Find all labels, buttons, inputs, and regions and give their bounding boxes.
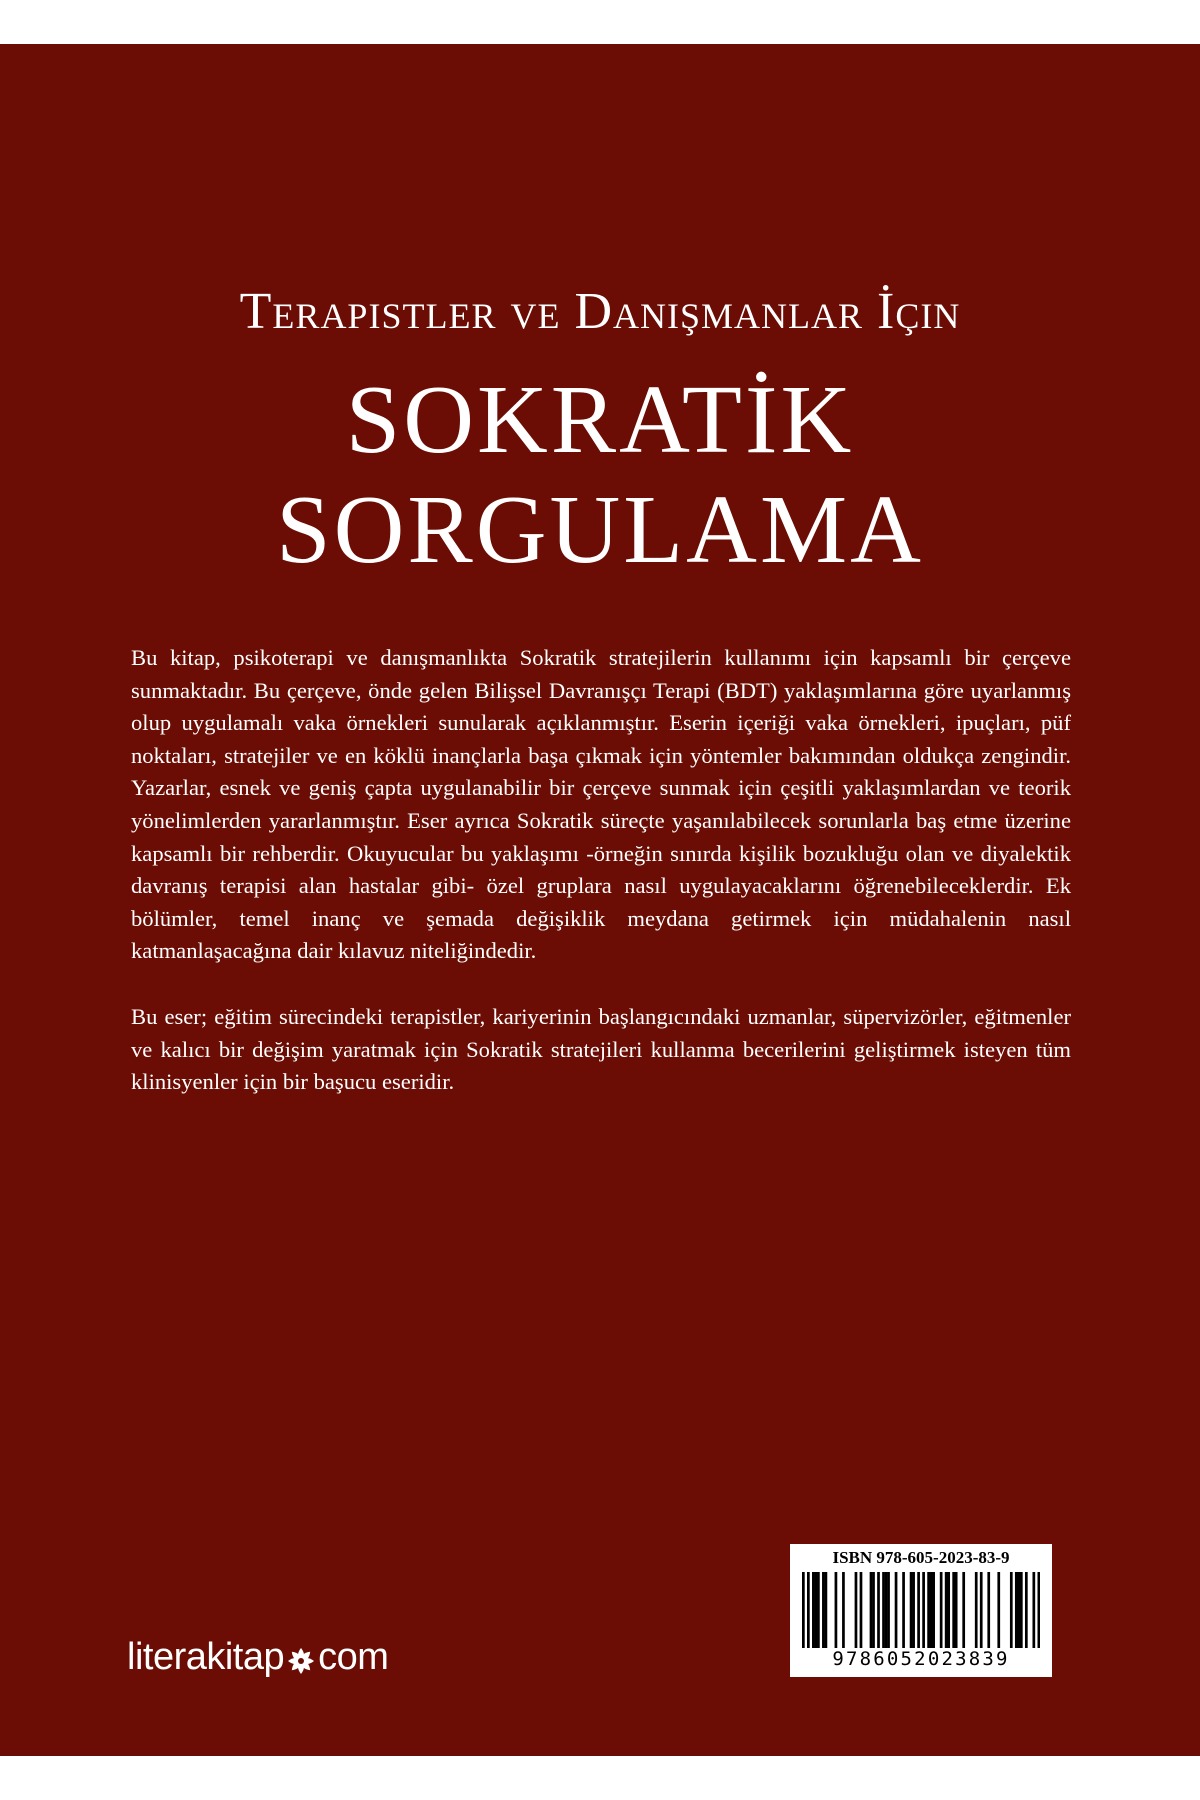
publisher-logo (127, 1636, 388, 1679)
description-paragraph-2: Bu eser; eğitim sürecindeki terapistler, kariyerinin başlangıcındaki uzmanlar, süpervizörler, eğitmenler ve kalıcı bir değişim yaratmak için Sokratik stratejileri kullanma becerilerini geliştirmek isteyen tüm klinisyenler için bir başucu eseridir. (131, 1003, 1071, 1095)
isbn-digits: 9786052023839 (832, 1648, 1010, 1670)
barcode-bar (877, 1572, 880, 1648)
barcode-bar (902, 1572, 905, 1648)
barcode-bar (1037, 1572, 1040, 1648)
barcode-bar (822, 1572, 825, 1648)
publisher-name-part2: com (318, 1636, 389, 1678)
barcode-bar (812, 1572, 815, 1648)
barcode-bar (860, 1572, 863, 1648)
barcode-bar (962, 1572, 965, 1648)
barcode-bar (1032, 1572, 1035, 1648)
barcode-bar (917, 1572, 920, 1648)
barcode-bar (885, 1572, 888, 1648)
book-description (131, 642, 1071, 1132)
barcode-bar (932, 1572, 935, 1648)
star-flower-icon (286, 1643, 316, 1673)
barcode-bar (825, 1572, 828, 1648)
barcode-bar (882, 1572, 885, 1648)
isbn-barcode-box (790, 1544, 1052, 1677)
description-paragraph-1: Bu kitap, psikoterapi ve danışmanlıkta Sokratik stratejilerin kullanımı için kapsamlı bir çerçeve sunmaktadır. Bu çerçeve, önde gelen Bilişsel Davranışçı Terapi (BDT) yaklaşımlarına göre uyarlanmış olup uygulamalı vaka örnekleri sunularak açıklanmıştır. Eserin içeriği vaka örnekleri, ipuçları, püf noktaları, stratejiler ve en köklü inançlarla başa çıkmak için yöntemler bakımından oldukça zengindir. Yazarlar, esnek ve geniş çapta uygulanabilir bir çerçeve sunmak için çeşitli yaklaşımlardan ve teorik yönelimlerden yararlanmıştır. Eser ayrıca Sokratik süreçte yaşanılabilecek sorunlarla baş etme üzerine kapsamlı bir rehberdir. Okuyucular bu yaklaşımı -örneğin sınırda kişilik bozukluğu olan ve diyalektik davranış terapisi alan hastalar gibi- özel gruplara nasıl uygulayacaklarını öğrenebileceklerdir. Ek bölümler, temel inanç ve şemada değişiklik meydana getirmek için müdahalenin nasıl katmanlaşacağına dair kılavuz niteliğindedir. (131, 645, 1071, 964)
barcode-bar (842, 1572, 845, 1648)
barcode-bar (912, 1572, 915, 1648)
barcode-bar (927, 1572, 930, 1648)
barcode-bar (1015, 1572, 1018, 1648)
barcode-bar (975, 1572, 978, 1648)
barcode-bar (1020, 1572, 1023, 1648)
publisher-name-part1: literakitap (127, 1636, 285, 1678)
barcode-bar (952, 1572, 955, 1648)
barcode-bar (1010, 1572, 1013, 1648)
barcode-bar (817, 1572, 820, 1648)
barcode-bar (987, 1572, 990, 1648)
barcode-bar (835, 1572, 838, 1648)
barcode-bar (955, 1572, 958, 1648)
cover-title-line-1: SOKRATİK (345, 366, 855, 474)
barcode-bar (910, 1572, 913, 1648)
barcode-bar (947, 1572, 950, 1648)
barcode-bar (945, 1572, 948, 1648)
barcode-bar (870, 1572, 873, 1648)
barcode-bar (872, 1572, 875, 1648)
barcode-bar (855, 1572, 858, 1648)
barcode-bar (802, 1572, 805, 1648)
cover-title-line-2: SORGULAMA (276, 476, 924, 584)
barcode-bar (895, 1572, 898, 1648)
cover-subtitle: Terapistler ve Danışmanlar İçin (239, 283, 961, 340)
barcode-bar (807, 1572, 810, 1648)
barcode (802, 1572, 1040, 1650)
barcode-bar (940, 1572, 943, 1648)
barcode-bar (997, 1572, 1000, 1648)
barcode-bar (930, 1572, 933, 1648)
barcode-bar (887, 1572, 890, 1648)
barcode-bar (815, 1572, 818, 1648)
back-cover (0, 44, 1200, 1756)
barcode-bar (922, 1572, 925, 1648)
barcode-bar (1017, 1572, 1020, 1648)
barcode-bar (1025, 1572, 1028, 1648)
isbn-label: ISBN 978-605-2023-83-9 (832, 1548, 1010, 1567)
barcode-bar (980, 1572, 983, 1648)
